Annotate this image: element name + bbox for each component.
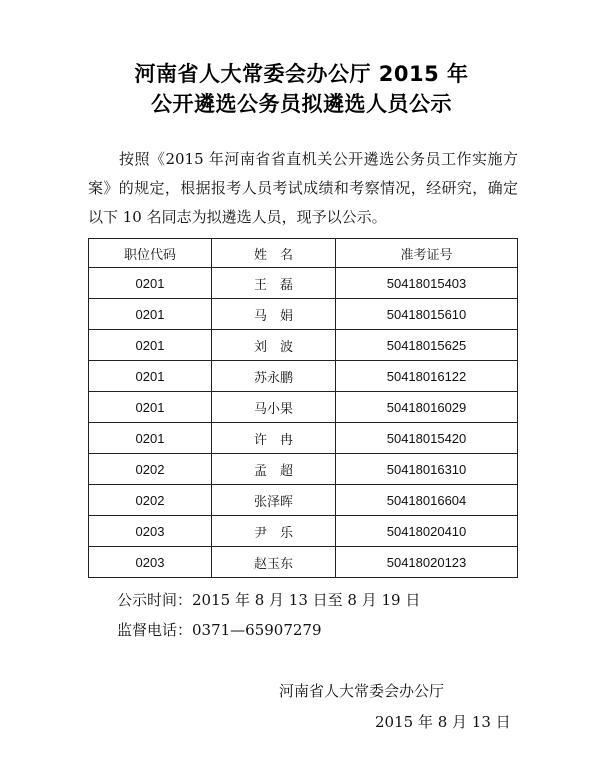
name-cell: 张泽晖 <box>212 485 336 516</box>
header-position-code: 职位代码 <box>89 239 212 268</box>
position-code-cell: 0201 <box>89 392 212 423</box>
name-cell: 赵玉东 <box>212 547 336 578</box>
exam-number-cell: 50418015610 <box>336 299 518 330</box>
position-code-cell: 0201 <box>89 361 212 392</box>
position-code-cell: 0202 <box>89 454 212 485</box>
position-code-cell: 0201 <box>89 268 212 299</box>
exam-number-cell: 50418015420 <box>336 423 518 454</box>
intro-paragraph: 按照《2015 年河南省省直机关公开遴选公务员工作实施方案》的规定，根据报考人员考试成绩和考察情况，经研究，确定以下 10 名同志为拟遴选人员，现予以公示。 <box>88 150 518 226</box>
exam-number-cell: 50418016310 <box>336 454 518 485</box>
position-code-cell: 0201 <box>89 299 212 330</box>
position-code-cell: 0203 <box>89 547 212 578</box>
issuing-organization: 河南省人大常委会办公厅 <box>279 682 445 700</box>
table-row <box>89 392 518 423</box>
name-cell: 刘 波 <box>212 330 336 361</box>
issue-date: 2015 年 8 月 13 日 <box>375 713 511 731</box>
position-code-cell: 0203 <box>89 516 212 547</box>
table-row <box>89 547 518 578</box>
header-exam-number: 准考证号 <box>336 239 518 268</box>
page-title-line-1: 河南省人大常委会办公厅 2015 年 <box>134 62 469 86</box>
position-code-cell: 0201 <box>89 330 212 361</box>
name-cell: 苏永鹏 <box>212 361 336 392</box>
page-title-line-2: 公开遴选公务员拟遴选人员公示 <box>151 92 452 116</box>
table-row <box>89 485 518 516</box>
name-cell: 许 冉 <box>212 423 336 454</box>
exam-number-cell: 50418020123 <box>336 547 518 578</box>
exam-number-cell: 50418015625 <box>336 330 518 361</box>
table-row <box>89 330 518 361</box>
table-row <box>89 299 518 330</box>
exam-number-cell: 50418016122 <box>336 361 518 392</box>
table-header-row <box>89 239 518 268</box>
position-code-cell: 0202 <box>89 485 212 516</box>
exam-number-cell: 50418016029 <box>336 392 518 423</box>
table-row <box>89 268 518 299</box>
table-row <box>89 516 518 547</box>
name-cell: 王 磊 <box>212 268 336 299</box>
exam-number-cell: 50418020410 <box>336 516 518 547</box>
name-cell: 马 娟 <box>212 299 336 330</box>
supervision-phone: 监督电话：0371—65907279 <box>117 621 322 639</box>
table-row <box>89 454 518 485</box>
exam-number-cell: 50418016604 <box>336 485 518 516</box>
header-name: 姓 名 <box>212 239 336 268</box>
name-cell: 尹 乐 <box>212 516 336 547</box>
name-cell: 孟 超 <box>212 454 336 485</box>
exam-number-cell: 50418015403 <box>336 268 518 299</box>
position-code-cell: 0201 <box>89 423 212 454</box>
publicity-period: 公示时间：2015 年 8 月 13 日至 8 月 19 日 <box>117 591 421 609</box>
table-row <box>89 361 518 392</box>
table-row <box>89 423 518 454</box>
name-cell: 马小果 <box>212 392 336 423</box>
candidate-table <box>88 238 518 578</box>
